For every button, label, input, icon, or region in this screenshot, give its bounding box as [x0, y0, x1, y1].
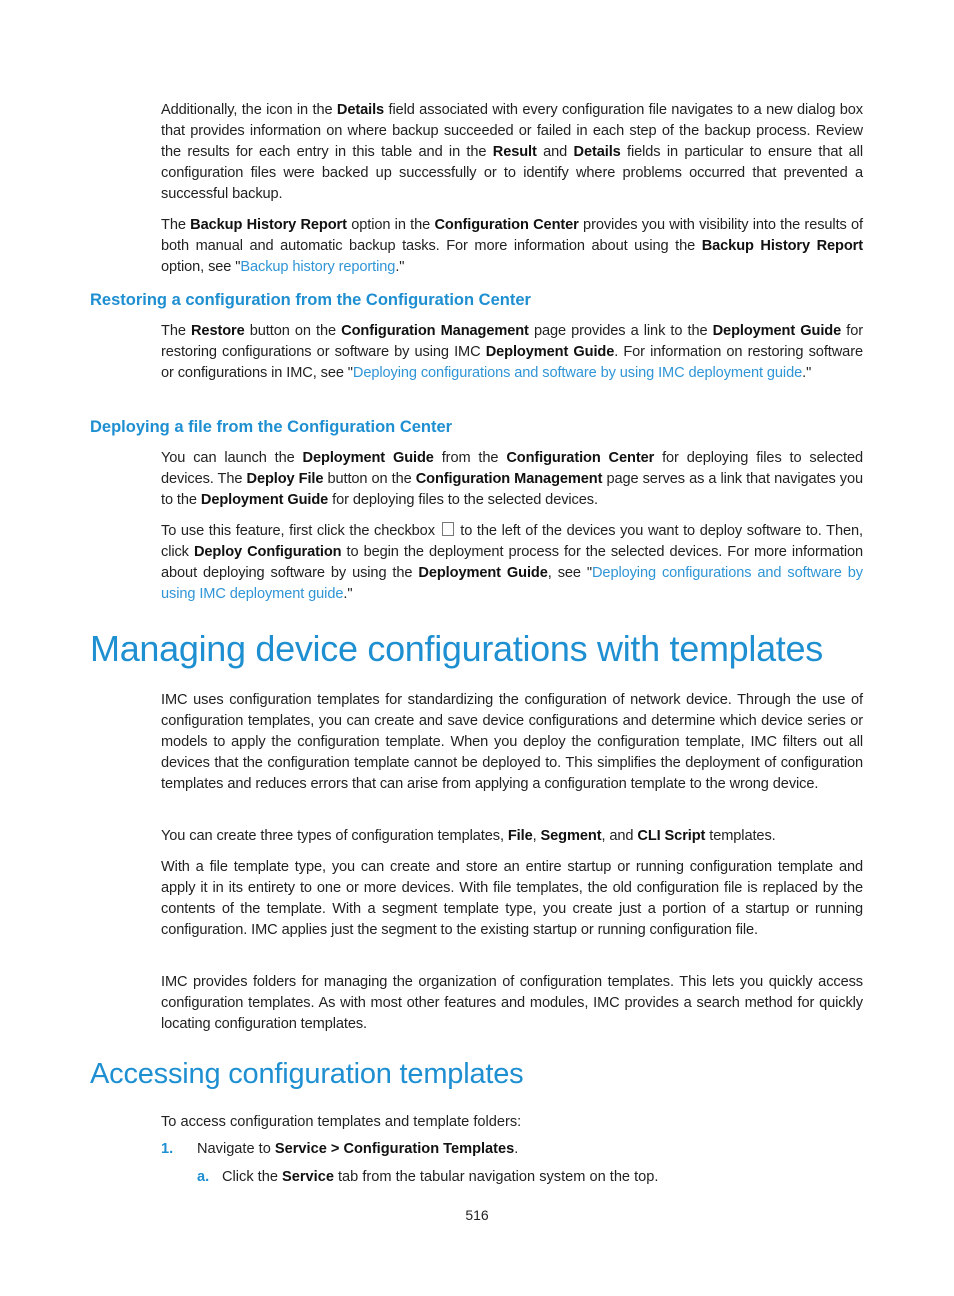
text: page serves as a link that navigates you to the [161, 471, 863, 508]
text: for deploying files to the selected devices. [328, 492, 598, 508]
bold-term: Deployment Guide [418, 565, 548, 581]
text: Click the [222, 1169, 283, 1185]
bold-term: Deploy Configuration [193, 544, 342, 560]
bold-term: Service > Configuration Templates [274, 1141, 515, 1157]
paragraph-backup-history [161, 215, 863, 278]
text: button on the [244, 323, 342, 339]
paragraph-file-segment-templates: With a file template type, you can create and store an entire startup or running configuration template and apply it in its entirety to one or more devices. With file templates, the old configuration file is replaced by the contents of the template. With a segment template type, you create just a portion of a startup or running configuration. IMC applies just the segment to the existing startup or running configuration file. [161, 859, 863, 938]
bold-term: Backup History Report [190, 217, 347, 233]
text: , and [601, 828, 638, 844]
text: and [536, 144, 574, 160]
bold-term: Deployment Guide [485, 344, 615, 360]
paragraph-restore [161, 321, 863, 384]
paragraph-template-types [161, 826, 863, 847]
paragraph-backup-details [161, 100, 863, 205]
heading-managing-device-configurations: Managing device configurations with templates [90, 628, 823, 669]
text: button on the [323, 471, 416, 487]
heading-restoring-configuration: Restoring a configuration from the Configuration Center [90, 291, 531, 309]
step-text [197, 1139, 518, 1160]
text: To use this feature, first click the checkbox [161, 523, 440, 539]
bold-term: CLI Script [637, 828, 706, 844]
text: page provides a link to the [528, 323, 713, 339]
paragraph-checkbox-deploy [161, 521, 863, 605]
text: option, see " [161, 259, 241, 275]
text: to the left of the devices you want to deploy software to. Then, click [161, 523, 863, 560]
text: Navigate to [197, 1141, 275, 1157]
bold-term: Deploy File [246, 471, 324, 487]
text: provides you with visibility into the results of both manual and automatic backup tasks. For more information about using the [161, 217, 863, 254]
text: to begin the deployment process for the selected devices. For more information about deploying software by using the [161, 544, 863, 581]
heading-accessing-templates: Accessing configuration templates [90, 1058, 524, 1090]
bold-term: Details [573, 144, 621, 160]
checkbox-icon [442, 522, 454, 536]
text: You can launch the [161, 450, 303, 466]
link-deploying-configurations[interactable]: Deploying configurations and software by using IMC deployment guide [352, 365, 803, 381]
bold-term: File [507, 828, 533, 844]
text: Additionally, the icon in the [161, 102, 337, 118]
text: ." [395, 259, 405, 275]
bold-term: Deployment Guide [302, 450, 434, 466]
bold-term: Restore [190, 323, 245, 339]
page-number: 516 [465, 1207, 489, 1223]
text: The [161, 323, 191, 339]
text: ." [802, 365, 812, 381]
text: field associated with every configuration file navigates to a new dialog box that provides information on where backup succeeded or failed in each step of the backup process. Review the results for each entry in this table and in the [161, 102, 863, 160]
bold-term: Configuration Management [415, 471, 603, 487]
paragraph-template-folders: IMC provides folders for managing the organization of configuration templates. This lets you quickly access configuration templates. As with most other features and modules, IMC provides a search method for quickly locating configuration templates. [161, 974, 863, 1032]
bold-term: Deployment Guide [712, 323, 842, 339]
link-backup-history-reporting[interactable]: Backup history reporting [240, 259, 396, 275]
text: templates. [705, 828, 776, 844]
text: You can create three types of configuration templates, [161, 828, 508, 844]
bold-term: Configuration Center [434, 217, 579, 233]
heading-deploying-file: Deploying a file from the Configuration Center [90, 418, 453, 436]
text: for deploying files to selected devices. The [161, 450, 863, 487]
text: fields in particular to ensure that all configuration files were backed up successfully or to identify where problems occurred that prevented a successful backup. [161, 144, 863, 202]
link-deploying-configurations[interactable]: Deploying configurations and software by using IMC deployment guide [161, 565, 863, 602]
text: ." [343, 586, 353, 602]
bold-term: Backup History Report [701, 238, 864, 254]
bold-term: Service [282, 1169, 334, 1185]
text: option in the [346, 217, 435, 233]
step-number: 1. [161, 1141, 174, 1157]
bold-term: Segment [540, 828, 602, 844]
text: from the [433, 450, 507, 466]
text: . For information on restoring software or configurations in IMC, see " [161, 344, 863, 381]
bold-term: Details [336, 102, 385, 118]
paragraph-templates-intro: IMC uses configuration templates for standardizing the configuration of network device. Through the use of configuration templates, you can create and save device configurations and determine which device series or models to apply the configuration template. When you deploy the configuration template, IMC filters out all devices that the configuration template cannot be deployed to. This simplifies the deployment of configuration templates and reduces errors that can arise from applying a configuration template to the wrong device. [161, 692, 863, 792]
substep-letter: a. [197, 1169, 210, 1185]
text: The [161, 217, 191, 233]
list-item-step-1a [0, 1167, 954, 1188]
text: , [532, 828, 541, 844]
text: . [514, 1141, 519, 1157]
substep-text [222, 1167, 658, 1188]
bold-term: Result [492, 144, 537, 160]
paragraph-deployment-guide [161, 448, 863, 511]
text: , see " [547, 565, 592, 581]
list-item-step-1 [0, 1139, 954, 1160]
paragraph-access-intro: To access configuration templates and template folders: [161, 1114, 522, 1130]
bold-term: Deployment Guide [200, 492, 329, 508]
bold-term: Configuration Center [506, 450, 655, 466]
text: for restoring configurations or software by using IMC [161, 323, 863, 360]
bold-term: Configuration Management [341, 323, 529, 339]
text: tab from the tabular navigation system on the top. [333, 1169, 659, 1185]
